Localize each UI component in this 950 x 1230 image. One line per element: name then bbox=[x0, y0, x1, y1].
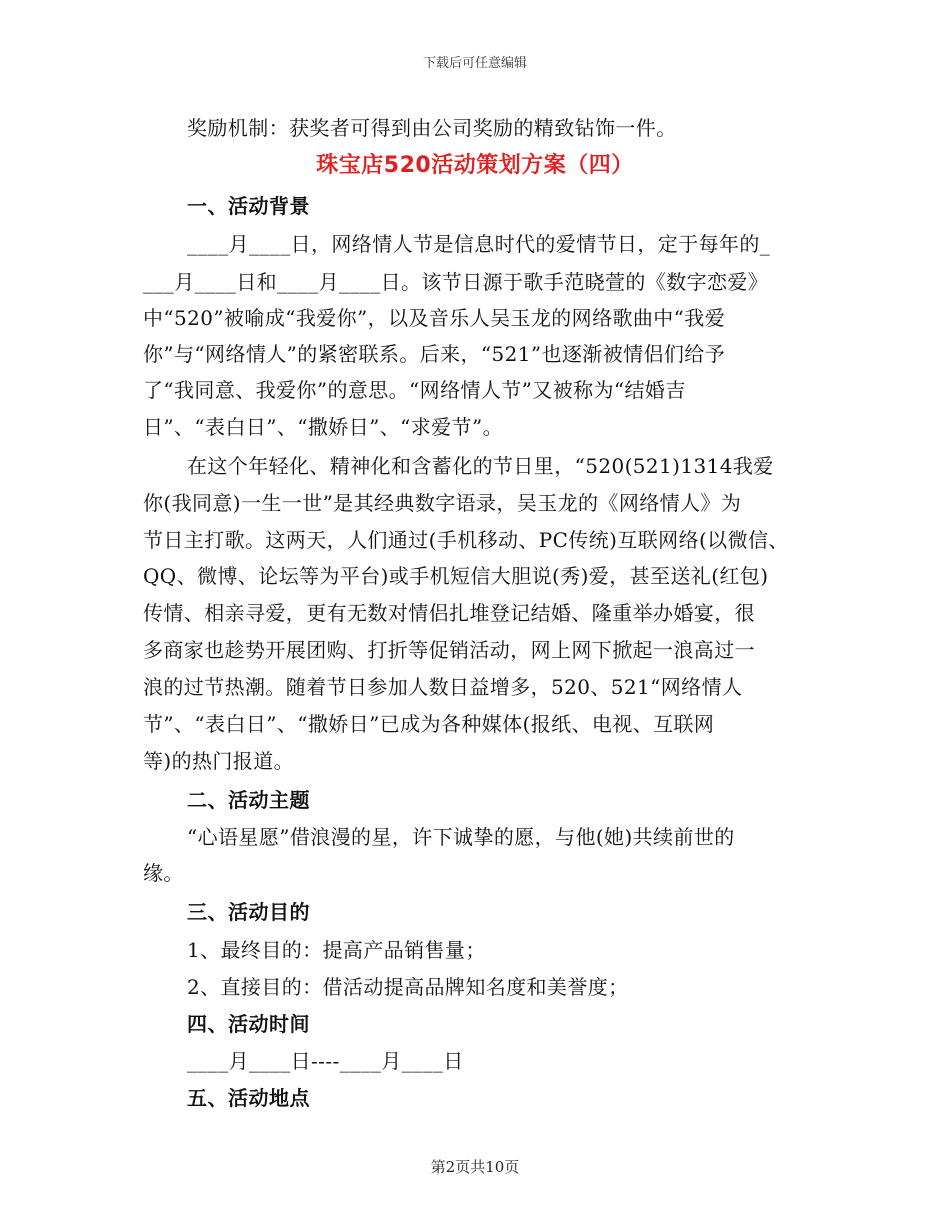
section-heading-location: 五、活动地点 bbox=[187, 1086, 310, 1110]
section-heading-theme: 二、活动主题 bbox=[187, 788, 310, 812]
paragraph-line: ____月____日----____月____日 bbox=[187, 1049, 464, 1073]
paragraph-line: 多商家也趁势开展团购、打折等促销活动，网上网下掀起一浪高过一 bbox=[143, 638, 755, 662]
paragraph-line: 在这个年轻化、精神化和含蓄化的节日里，“520(521)1314我爱 bbox=[187, 454, 774, 478]
paragraph-line: 浪的过节热潮。随着节日参加人数日益增多，520、521“网络情人 bbox=[143, 675, 743, 699]
paragraph-line: QQ、微博、论坛等为平台)或手机短信大胆说(秀)爱，甚至送礼(红包) bbox=[143, 564, 769, 588]
paragraph-line: 了“我同意、我爱你”的意思。“网络情人节”又被称为“结婚吉 bbox=[143, 378, 686, 402]
paragraph-line: “心语星愿”借浪漫的星，许下诚挚的愿，与他(她)共续前世的 bbox=[187, 825, 735, 849]
page-header: 下载后可任意编辑 bbox=[422, 56, 527, 71]
paragraph-line: 日”、“表白日”、“撒娇日”、“求爱节”。 bbox=[143, 415, 503, 439]
section-heading-purpose: 三、活动目的 bbox=[187, 900, 310, 924]
section-heading-background: 一、活动背景 bbox=[187, 194, 310, 218]
paragraph-line: 传情、相亲寻爱，更有无数对情侣扎堆登记结婚、隆重举办婚宴，很 bbox=[143, 601, 755, 625]
document-title: 珠宝店520活动策划方案（四） bbox=[316, 153, 634, 178]
paragraph-line: 你”与“网络情人”的紧密联系。后来，“521”也逐渐被情侣们给予 bbox=[143, 342, 726, 366]
paragraph-line: 中“520”被喻成“我爱你”，以及音乐人吴玉龙的网络歌曲中“我爱 bbox=[143, 306, 726, 330]
list-item: 1、最终目的：提高产品销售量； bbox=[187, 938, 486, 962]
paragraph-line: 你(我同意)一生一世”是其经典数字语录，吴玉龙的《网络情人》为 bbox=[143, 491, 742, 515]
paragraph-line: ____月____日，网络情人节是信息时代的爱情节日，定于每年的_ bbox=[187, 232, 771, 256]
paragraph-line: 缘。 bbox=[143, 861, 184, 885]
page-footer: 第2页共10页 bbox=[430, 1158, 520, 1176]
paragraph-line: 节”、“表白日”、“撒娇日”已成为各种媒体(报纸、电视、互联网 bbox=[143, 712, 715, 736]
paragraph-line: 等)的热门报道。 bbox=[143, 749, 295, 773]
paragraph-line: ___月____日和____月____日。该节日源于歌手范晓萱的《数字恋爱》 bbox=[143, 270, 769, 294]
paragraph-line: 节日主打歌。这两天，人们通过(手机移动、PC传统)互联网络(以微信、 bbox=[143, 528, 789, 552]
list-item: 2、直接目的：借活动提高品牌知名度和美誉度； bbox=[187, 975, 629, 999]
section-heading-time: 四、活动时间 bbox=[187, 1012, 310, 1036]
reward-text: 奖励机制：获奖者可得到由公司奖励的精致钻饰一件。 bbox=[187, 116, 677, 140]
